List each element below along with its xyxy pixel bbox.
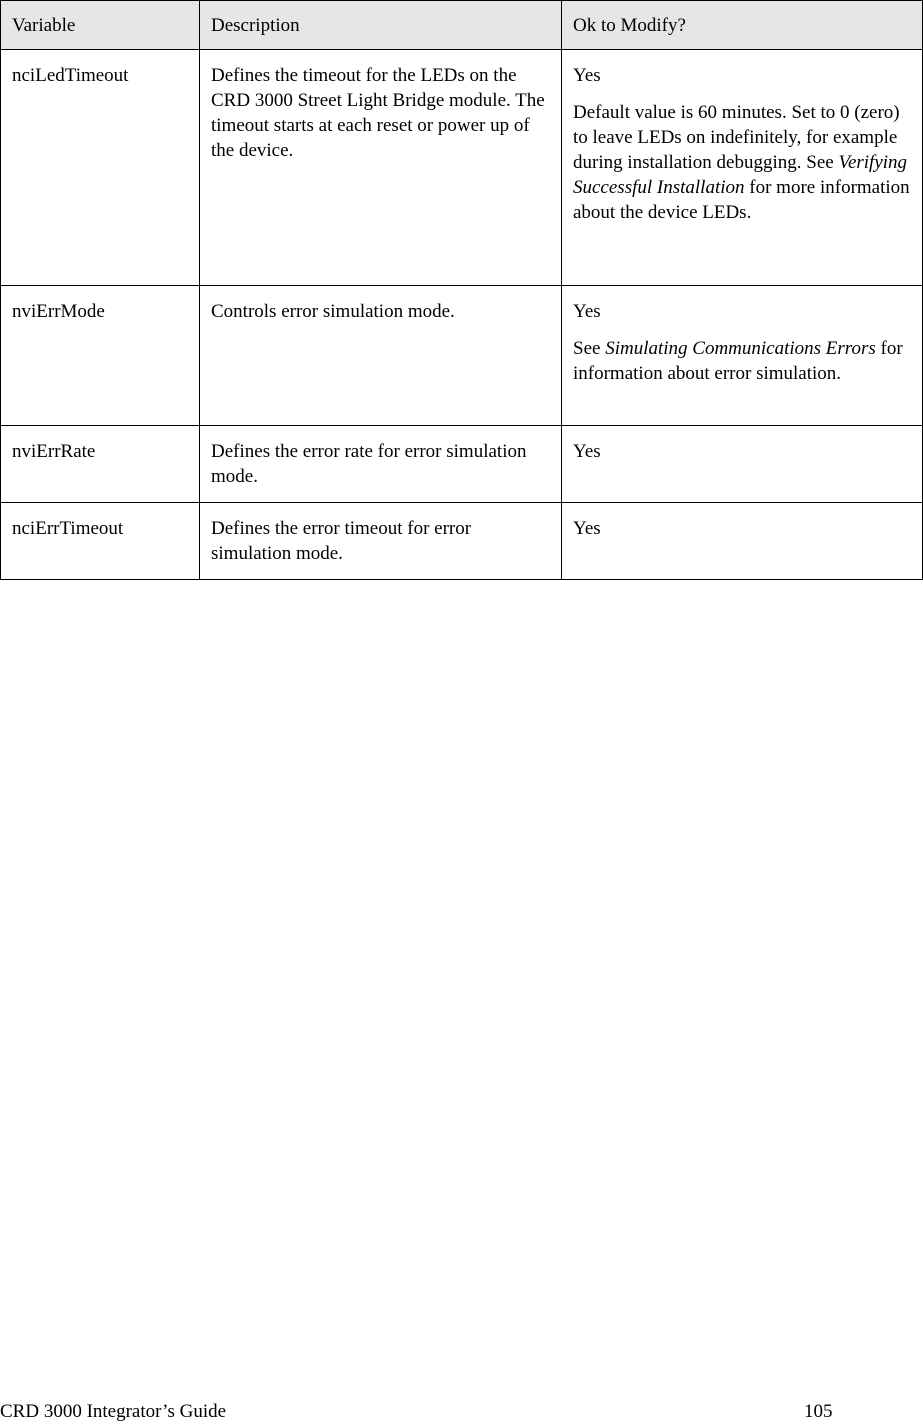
- cell-description: Defines the timeout for the LEDs on the CRD 3000 Street Light Bridge module. The timeout starts at each reset or power up of the device.: [200, 50, 562, 286]
- cell-ok-to-modify: [562, 286, 923, 426]
- ok-note: [573, 336, 911, 386]
- cell-description: Defines the error timeout for error simulation mode.: [200, 503, 562, 580]
- cell-ok-to-modify: [562, 503, 923, 580]
- note-text: Default value is 60 minutes. Set to 0 (zero) to leave LEDs on indefinitely, for example during installation debugging. See: [573, 102, 900, 173]
- cell-description: Defines the error rate for error simulation mode.: [200, 426, 562, 503]
- cell-ok-to-modify: [562, 426, 923, 503]
- ok-note: [573, 100, 911, 225]
- ok-value: Yes: [573, 65, 601, 86]
- cell-variable: nciErrTimeout: [1, 503, 200, 580]
- cell-variable: nviErrRate: [1, 426, 200, 503]
- cross-reference: Verifying Successful Installation: [573, 152, 908, 198]
- table-row: [1, 50, 923, 286]
- cross-reference: Simulating Communications Errors: [605, 338, 876, 359]
- cell-ok-to-modify: [562, 50, 923, 286]
- table-row: [1, 503, 923, 580]
- table-row: [1, 286, 923, 426]
- footer-page-number: 105: [804, 1401, 833, 1422]
- cell-description: Controls error simulation mode.: [200, 286, 562, 426]
- header-description: Description: [200, 1, 562, 50]
- header-variable: Variable: [1, 1, 200, 50]
- cell-variable: nviErrMode: [1, 286, 200, 426]
- header-ok-to-modify: Ok to Modify?: [562, 1, 923, 50]
- cell-variable: nciLedTimeout: [1, 50, 200, 286]
- note-text: for information about error simulation.: [573, 338, 903, 384]
- ok-value: Yes: [573, 518, 601, 539]
- table-header-row: [1, 1, 923, 50]
- variables-table: [0, 0, 923, 580]
- table-row: [1, 426, 923, 503]
- note-text: for more information about the device LEDs.: [573, 177, 910, 223]
- ok-value: Yes: [573, 441, 601, 462]
- note-text: See: [573, 338, 606, 359]
- ok-value: Yes: [573, 301, 601, 322]
- footer-title: CRD 3000 Integrator’s Guide: [0, 1401, 227, 1422]
